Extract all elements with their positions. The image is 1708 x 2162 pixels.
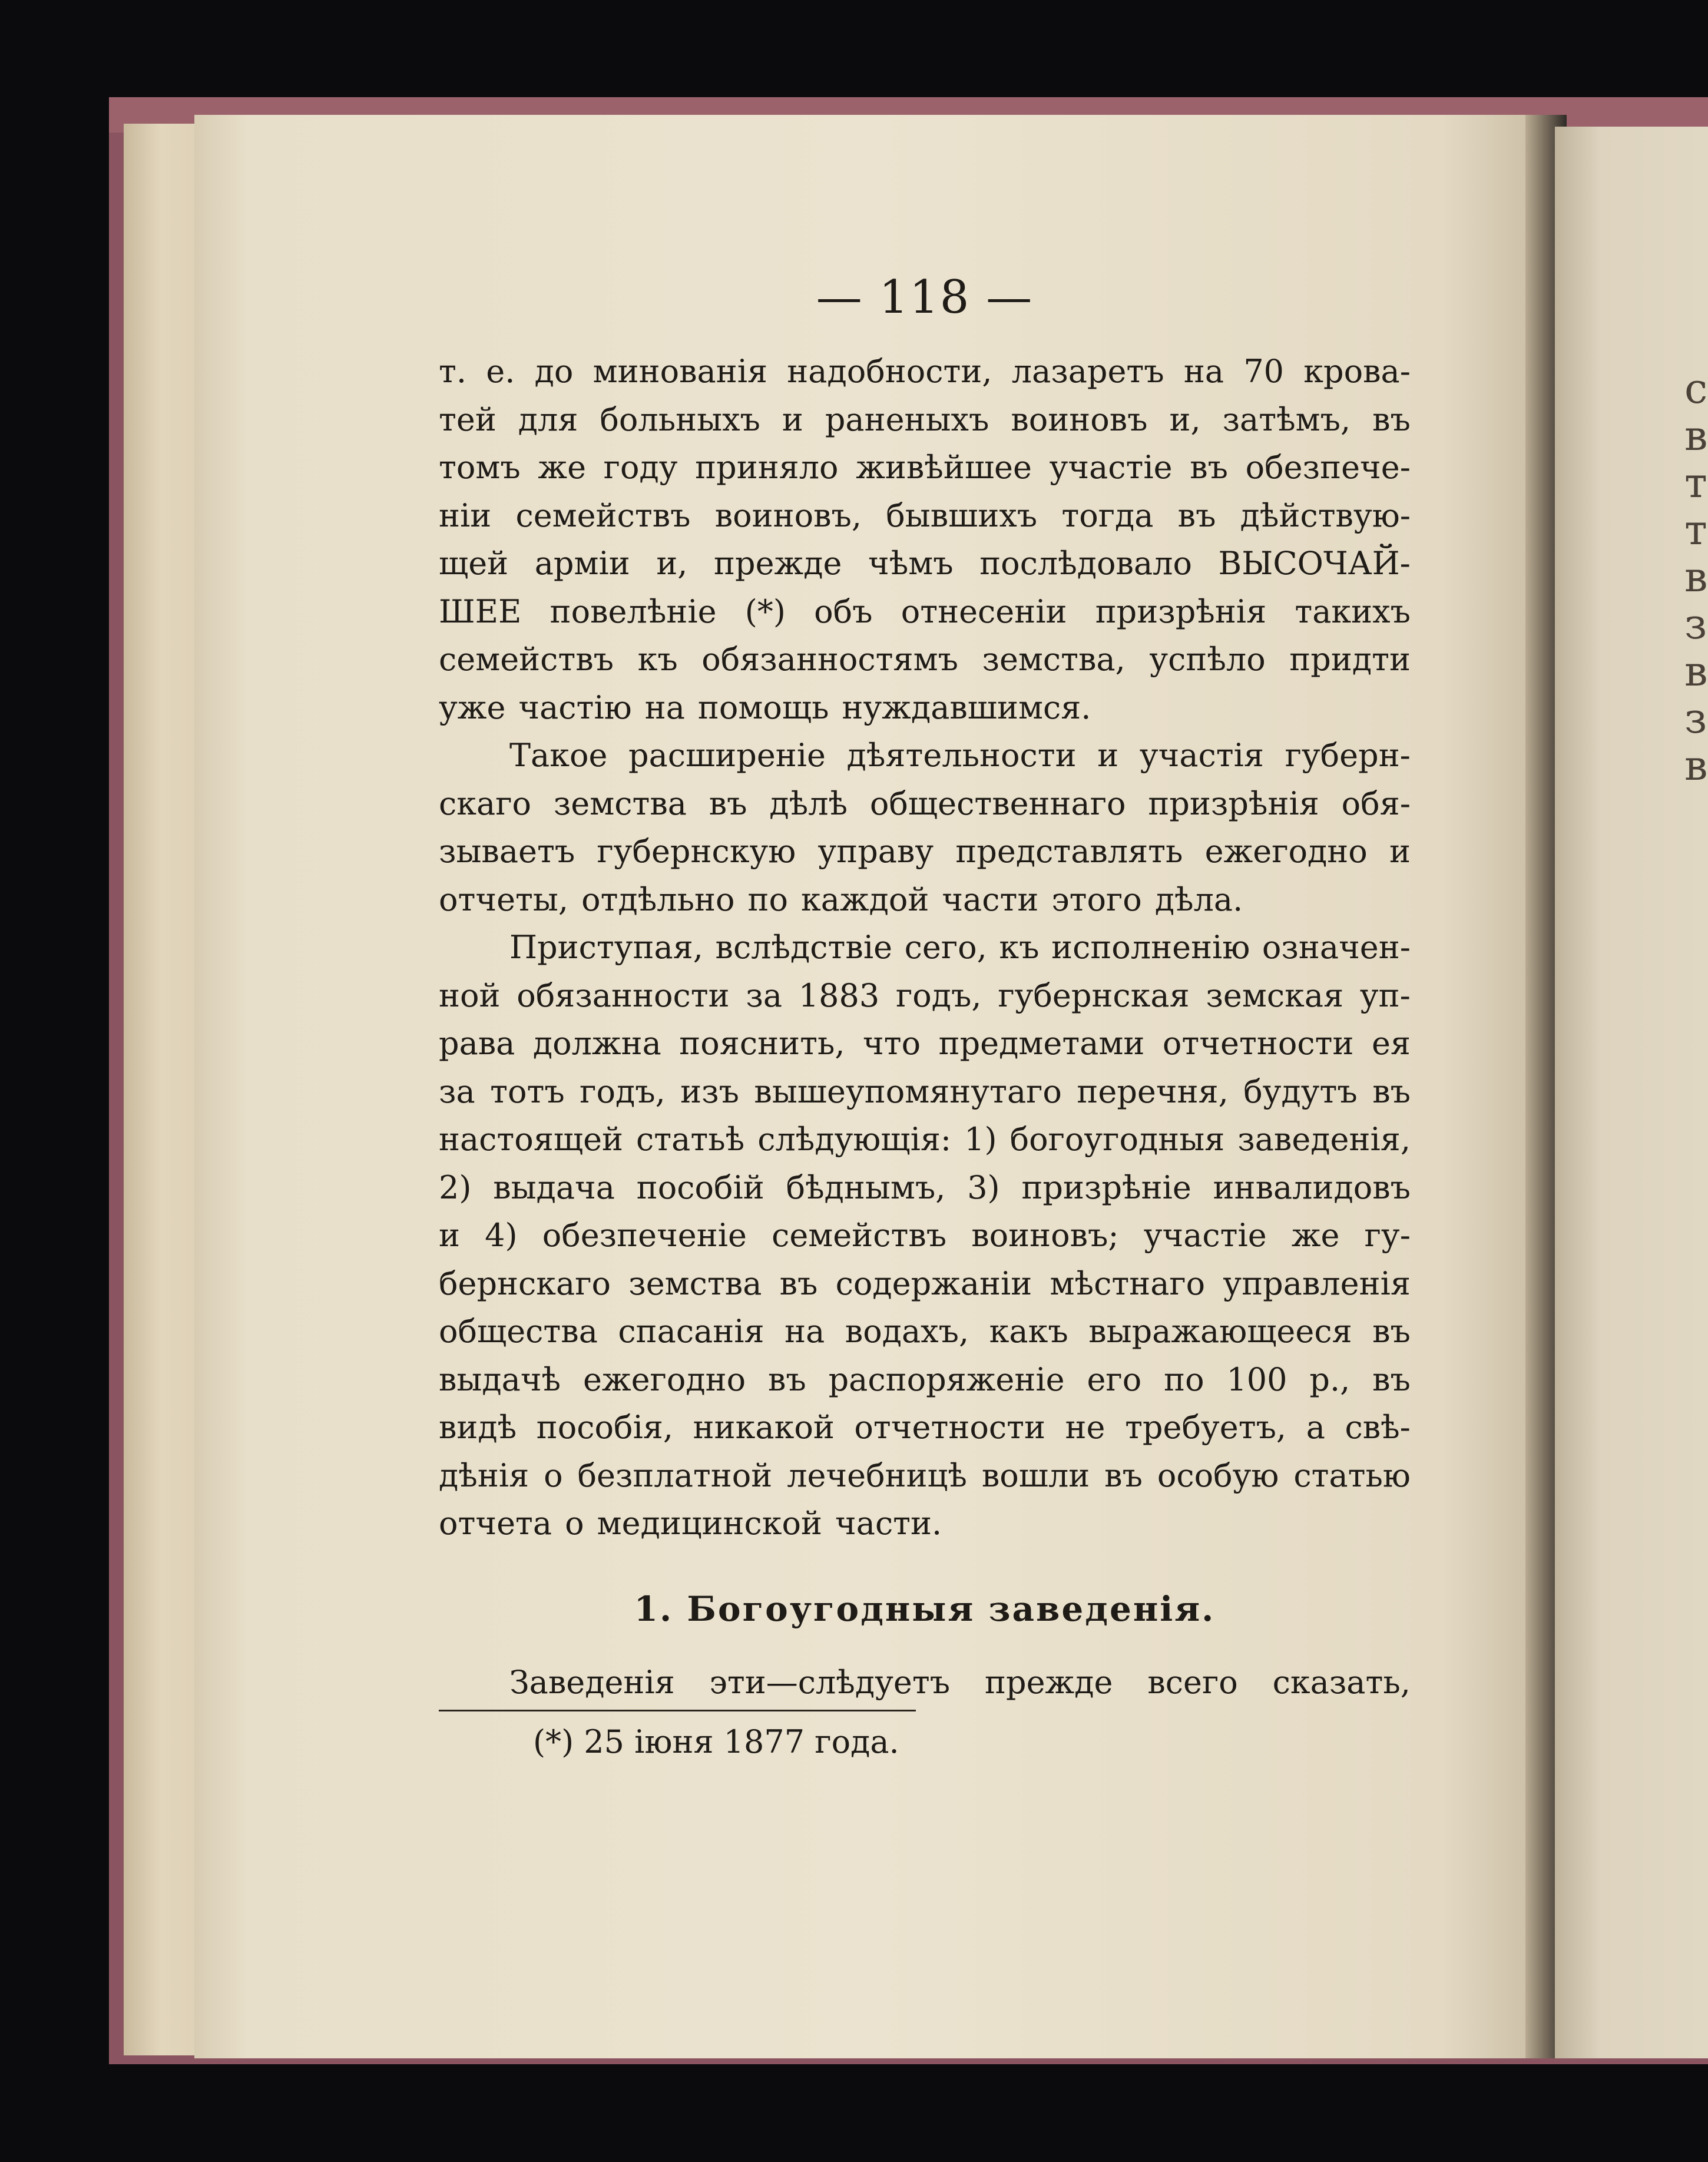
word: требуетъ, — [1125, 1409, 1287, 1446]
word: помощь — [697, 688, 829, 726]
word: 3) — [967, 1168, 1000, 1206]
word: богоугодныя — [1009, 1121, 1225, 1158]
word: особую — [1157, 1456, 1279, 1494]
word: вошли — [981, 1456, 1090, 1494]
word: рава — [439, 1025, 515, 1062]
word: крова- — [1303, 353, 1411, 390]
word: къ — [999, 929, 1040, 966]
word: что — [863, 1025, 921, 1062]
page-stack-edge — [124, 124, 206, 2055]
word: и — [782, 400, 803, 438]
word: году — [603, 449, 678, 486]
word: сего, — [904, 929, 987, 966]
text-line — [439, 1307, 1411, 1356]
word: сказать, — [1272, 1663, 1411, 1701]
word: распоряженіе — [828, 1360, 1065, 1398]
text-line — [439, 347, 1411, 396]
word: тей — [439, 400, 496, 438]
word: будутъ — [1243, 1072, 1358, 1110]
word: ежегодно — [582, 1360, 746, 1398]
word: же — [1291, 1217, 1340, 1254]
word: каждой — [800, 880, 929, 918]
word: статью — [1293, 1456, 1411, 1494]
word: вышеупомянутаго — [754, 1072, 1062, 1110]
word: семействъ — [439, 641, 614, 678]
paragraph — [439, 923, 1411, 1548]
word: статьѣ — [636, 1121, 745, 1158]
bleed-glyph: в — [1684, 553, 1708, 601]
word: живѣйшее — [856, 449, 1032, 486]
word: чѣмъ — [868, 545, 954, 582]
word: арміи — [534, 545, 630, 582]
text-line — [439, 635, 1411, 684]
word: отчета — [439, 1505, 552, 1542]
word: ежегодно — [1204, 833, 1368, 870]
word: дѣйствую- — [1240, 496, 1411, 534]
word: послѣдовало — [979, 545, 1192, 582]
word: воиновъ, — [714, 496, 862, 534]
word: 2) — [439, 1168, 472, 1206]
word: земства, — [982, 641, 1126, 678]
word: отчетности — [854, 1409, 1045, 1446]
text-line — [439, 1164, 1411, 1212]
word: приняло — [695, 449, 839, 486]
word: къ — [637, 641, 678, 678]
word: за — [746, 976, 783, 1014]
word: семействъ — [772, 1217, 947, 1254]
word: дѣнія — [439, 1456, 529, 1494]
word: призрѣнія — [1095, 592, 1267, 630]
word: должна — [532, 1025, 661, 1062]
word: обя- — [1341, 784, 1411, 822]
word: тогда — [1061, 496, 1154, 534]
text-line — [439, 1019, 1411, 1068]
word: обезпече- — [1245, 449, 1411, 486]
word: надобности, — [787, 353, 992, 390]
bleed-glyph: з — [1684, 694, 1707, 743]
word: и, — [656, 545, 688, 582]
word: въ — [1190, 449, 1229, 486]
word: обязанностямъ — [701, 641, 958, 678]
footnote: (*) 25 іюня 1877 года. — [533, 1723, 899, 1760]
word: въ — [767, 1360, 806, 1398]
word: 4) — [485, 1217, 518, 1254]
word: какъ — [989, 1313, 1068, 1350]
word: мѣстнаго — [1050, 1264, 1206, 1302]
text-line — [439, 1356, 1411, 1404]
word: частію — [518, 688, 632, 726]
word: въ — [709, 784, 747, 822]
bleed-glyph: в — [1684, 412, 1708, 460]
text-line — [439, 588, 1411, 636]
word: губернская — [998, 976, 1190, 1014]
word: земства — [553, 784, 687, 822]
word: эти—слѣдуетъ — [709, 1663, 951, 1701]
text-line — [439, 396, 1411, 444]
word: лечебницѣ — [787, 1456, 967, 1494]
word: обезпеченіе — [542, 1217, 747, 1254]
page-number: — 118 — — [816, 271, 1034, 324]
word: изъ — [680, 1072, 739, 1110]
word: пояснить, — [679, 1025, 845, 1062]
text-line — [439, 492, 1411, 540]
word: его — [1087, 1360, 1142, 1398]
word: въ — [1372, 1313, 1411, 1350]
word: и — [439, 1217, 460, 1254]
word: въ — [1104, 1456, 1143, 1494]
word: т. — [439, 353, 467, 390]
text-line — [439, 443, 1411, 492]
word: участіе — [1049, 449, 1173, 486]
word: лазаретъ — [1011, 353, 1164, 390]
word: уже — [439, 688, 506, 726]
word: дѣла. — [1154, 880, 1243, 918]
word: для — [518, 400, 578, 438]
word: выдача — [493, 1168, 615, 1206]
text-line — [439, 876, 1411, 924]
word: ВЫСОЧАЙ- — [1218, 545, 1411, 582]
word: медицинской — [597, 1505, 823, 1542]
word: нуждавшимся. — [842, 688, 1091, 726]
word: томъ — [439, 449, 521, 486]
word: отчетности — [1162, 1025, 1354, 1062]
word: больныхъ — [600, 400, 760, 438]
word: скаго — [439, 784, 531, 822]
word: и, — [1169, 400, 1201, 438]
word: до — [534, 353, 574, 390]
text-line — [439, 923, 1411, 972]
word: придти — [1289, 641, 1411, 678]
text-line — [439, 1068, 1411, 1116]
word: видѣ — [439, 1409, 517, 1446]
word: Заведенія — [509, 1663, 675, 1701]
word: успѣло — [1149, 641, 1266, 678]
word: прежде — [714, 545, 842, 582]
word: повелѣніе — [550, 592, 717, 630]
word: перечня, — [1077, 1072, 1229, 1110]
body-text — [439, 347, 1411, 1548]
section-heading: 1. Богоугодныя заведенія. — [634, 1588, 1216, 1629]
word: части — [942, 880, 1039, 918]
word: уп- — [1359, 976, 1411, 1014]
paragraph — [439, 347, 1411, 731]
word: 1) — [964, 1121, 997, 1158]
word: отнесеніи — [901, 592, 1067, 630]
word: на — [785, 1313, 825, 1350]
bleed-glyph: т — [1684, 506, 1707, 554]
word: за — [439, 1072, 475, 1110]
word: и — [1097, 737, 1119, 774]
word: исполненію — [1051, 929, 1250, 966]
word: по — [1164, 1360, 1204, 1398]
word: означен- — [1262, 929, 1411, 966]
word: губернскую — [597, 833, 796, 870]
word: ной — [439, 976, 501, 1014]
word: водахъ, — [845, 1313, 969, 1350]
text-line — [439, 1658, 1411, 1707]
word: части. — [835, 1505, 942, 1542]
word: и — [1389, 833, 1411, 870]
footnote-rule — [439, 1710, 916, 1711]
word: семействъ — [515, 496, 691, 534]
word: щей — [439, 545, 509, 582]
text-line — [439, 731, 1411, 780]
text-line — [439, 827, 1411, 876]
word: 100 — [1226, 1360, 1287, 1398]
word: заведенія, — [1237, 1121, 1411, 1158]
word: ШЕЕ — [439, 592, 522, 630]
word: 70 — [1243, 353, 1285, 390]
word: земства — [628, 1264, 762, 1302]
word: выдачѣ — [439, 1360, 561, 1398]
word: въ — [779, 1264, 818, 1302]
word: е. — [486, 353, 515, 390]
word: бѣднымъ, — [786, 1168, 946, 1206]
word: объ — [814, 592, 873, 630]
word: отчеты, — [439, 880, 569, 918]
text-line — [439, 1452, 1411, 1500]
text-line — [439, 539, 1411, 588]
word: 1883 — [798, 976, 880, 1014]
word: а — [1306, 1409, 1325, 1446]
word: выражающееся — [1088, 1313, 1352, 1350]
text-line — [439, 684, 1411, 732]
word: гу- — [1364, 1217, 1411, 1254]
word: ея — [1371, 1025, 1411, 1062]
word: въ — [1372, 1072, 1411, 1110]
word: зываетъ — [439, 833, 575, 870]
word: ніи — [439, 496, 492, 534]
word: пособія, — [536, 1409, 674, 1446]
right-page-text-fragment — [1684, 365, 1708, 790]
word: дѣятельности — [846, 737, 1077, 774]
word: отдѣльно — [581, 880, 735, 918]
bleed-glyph: в — [1684, 741, 1708, 790]
word: содержаніи — [835, 1264, 1032, 1302]
text-line — [439, 972, 1411, 1020]
word: Такое — [509, 737, 608, 774]
text-line — [439, 1115, 1411, 1164]
word: раненыхъ — [825, 400, 989, 438]
word: дѣлѣ — [769, 784, 848, 822]
word: р., — [1309, 1360, 1350, 1398]
word: на — [644, 688, 685, 726]
bleed-glyph: з — [1684, 600, 1707, 648]
word: слѣдующія: — [757, 1121, 952, 1158]
word: воиновъ; — [971, 1217, 1119, 1254]
word: такихъ — [1295, 592, 1411, 630]
word: прежде — [985, 1663, 1113, 1701]
word: спасанія — [618, 1313, 764, 1350]
word: (*) — [744, 592, 786, 630]
word: управленія — [1223, 1264, 1411, 1302]
word: безплатной — [577, 1456, 773, 1494]
word: управу — [817, 833, 934, 870]
bleed-glyph: с — [1684, 365, 1708, 413]
word: о — [544, 1456, 563, 1494]
word: расширеніе — [628, 737, 826, 774]
word: въ — [1372, 400, 1411, 438]
word: бывшихъ — [886, 496, 1038, 534]
word: Приступая, — [509, 929, 703, 966]
word: представлять — [955, 833, 1183, 870]
word: бернскаго — [439, 1264, 611, 1302]
word: земская — [1206, 976, 1344, 1014]
word: этого — [1051, 880, 1142, 918]
paragraph — [439, 731, 1411, 923]
text-line — [439, 1260, 1411, 1308]
text-line — [439, 1211, 1411, 1260]
word: тотъ — [490, 1072, 565, 1110]
word: годъ, — [580, 1072, 666, 1110]
word: въ — [1177, 496, 1216, 534]
word: общества — [439, 1313, 598, 1350]
text-line — [439, 780, 1411, 828]
word: участіе — [1143, 1217, 1267, 1254]
word: о — [565, 1505, 584, 1542]
word: же — [538, 449, 587, 486]
word: воиновъ — [1011, 400, 1148, 438]
bleed-glyph: т — [1684, 459, 1707, 507]
text-line — [439, 1499, 1411, 1548]
word: годъ, — [896, 976, 982, 1014]
word: общественнаго — [869, 784, 1126, 822]
word: пособій — [636, 1168, 764, 1206]
word: предметами — [938, 1025, 1145, 1062]
bleed-glyph: в — [1684, 647, 1708, 696]
word: участія — [1139, 737, 1264, 774]
page-content — [439, 271, 1411, 1760]
word: въ — [1372, 1360, 1411, 1398]
word: всего — [1147, 1663, 1238, 1701]
word: на — [1183, 353, 1224, 390]
word: инвалидовъ — [1213, 1168, 1411, 1206]
word: затѣмъ, — [1222, 400, 1351, 438]
word: вслѣдствіе — [715, 929, 893, 966]
word: никакой — [693, 1409, 835, 1446]
word: минованія — [592, 353, 768, 390]
word: по — [747, 880, 788, 918]
word: настоящей — [439, 1121, 624, 1158]
word: не — [1065, 1409, 1105, 1446]
text-line — [439, 1403, 1411, 1452]
word: обязанности — [517, 976, 730, 1014]
word: призрѣніе — [1021, 1168, 1191, 1206]
word: свѣ- — [1345, 1409, 1411, 1446]
word: призрѣнія — [1148, 784, 1319, 822]
word: губерн- — [1285, 737, 1411, 774]
